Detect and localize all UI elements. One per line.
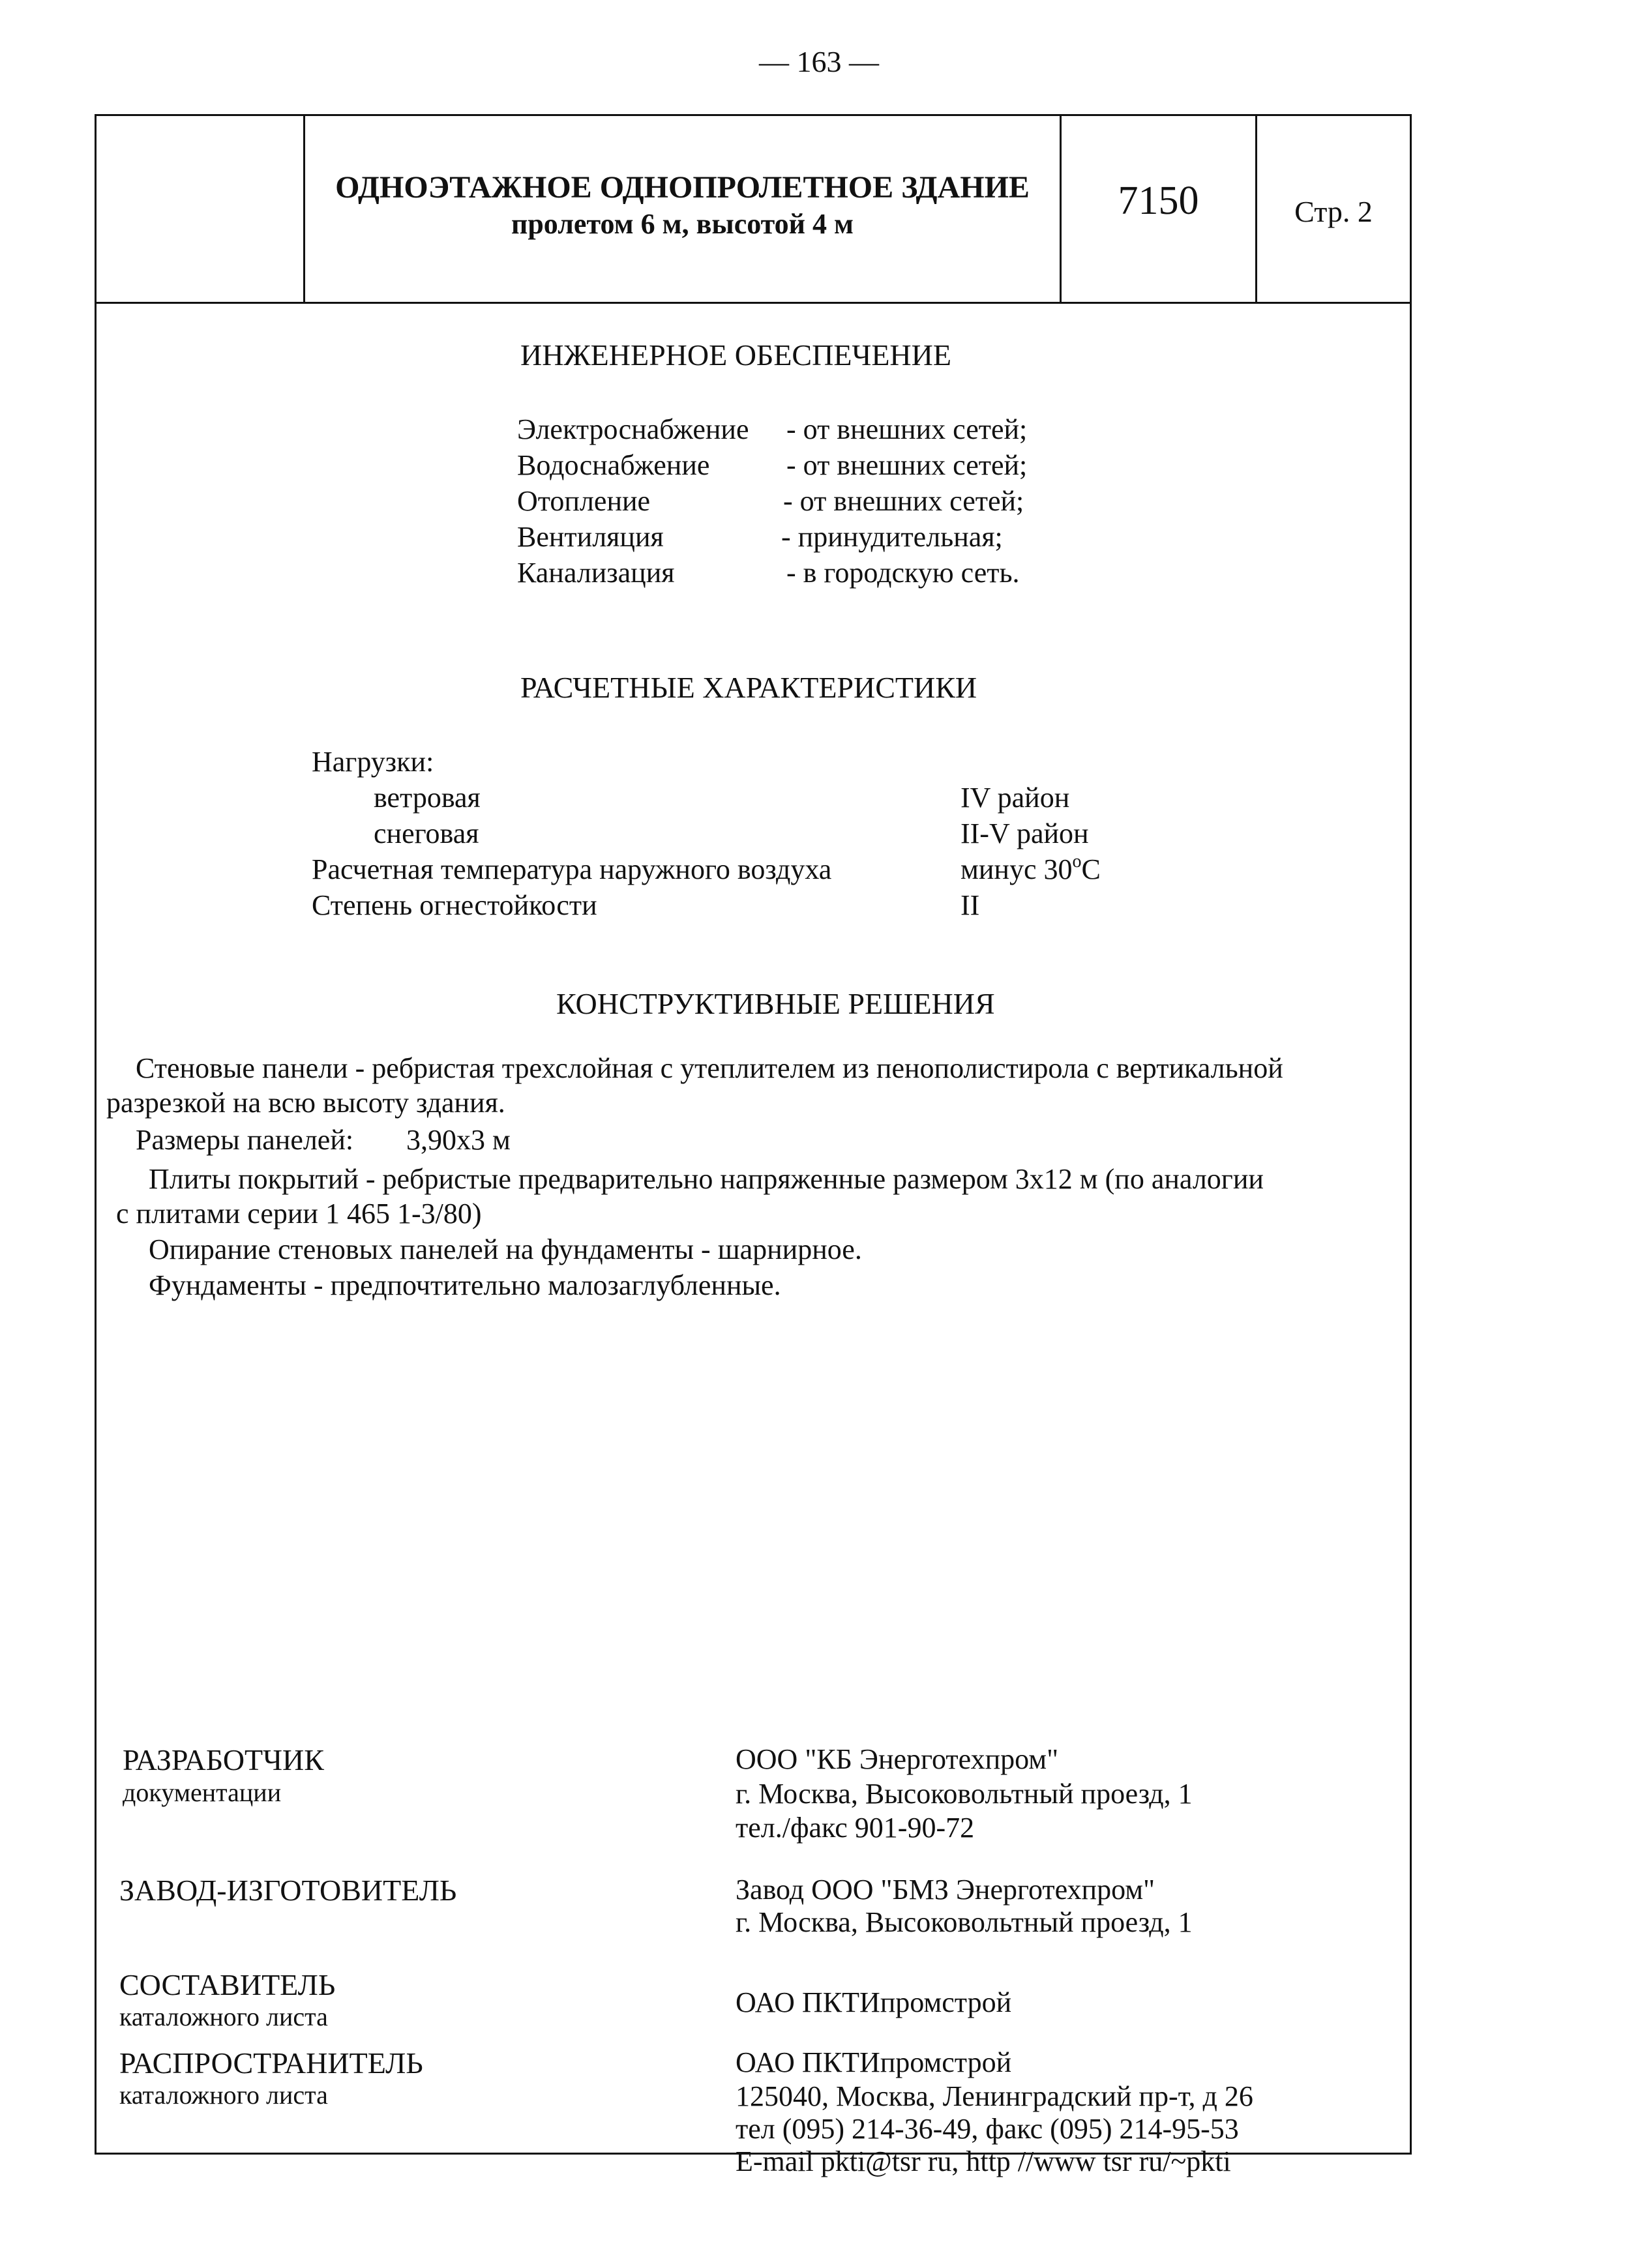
header-empty-cell: [97, 116, 305, 302]
distributor-org: ОАО ПКТИпромстрой: [736, 2046, 1012, 2078]
catalog-sheet: [95, 114, 1412, 2177]
engineering-label-2: Водоснабжение: [517, 449, 710, 481]
snow-value: II-V район: [960, 817, 1089, 849]
engineering-label-1: Электроснабжение: [517, 413, 749, 445]
developer-label: РАЗРАБОТЧИК: [123, 1743, 324, 1776]
loads-label: Нагрузки:: [312, 746, 434, 778]
page-number: — 163 —: [759, 45, 879, 78]
design-slabs-line-1: Плиты покрытий - ребристые предварительно напряженные размером 3х12 м (по аналогии: [149, 1163, 1264, 1195]
temperature-value: [960, 853, 1101, 886]
developer-sublabel: документации: [123, 1778, 282, 1807]
degree-mark: о: [1072, 851, 1082, 872]
distributor-address: 125040, Москва, Ленинградский пр-т, д 26: [736, 2080, 1253, 2112]
engineering-value-1: - от внешних сетей;: [786, 413, 1028, 445]
engineering-value-4: - принудительная;: [781, 521, 1003, 553]
design-walls-line-2: разрезкой на всю высоту здания.: [106, 1087, 505, 1119]
wind-label: ветровая: [374, 782, 481, 814]
header-code-cell: [1062, 116, 1257, 302]
engineering-label-5: Канализация: [517, 557, 675, 589]
fire-resistance-value: II: [960, 889, 980, 921]
sheet-page-label: Стр. 2: [1294, 195, 1373, 228]
engineering-label-4: Вентиляция: [517, 521, 664, 553]
snow-label: снеговая: [374, 817, 479, 849]
developer-phone: тел./факс 901-90-72: [736, 1812, 975, 1844]
wind-value: IV район: [960, 782, 1070, 814]
fire-resistance-label: Степень огнестойкости: [312, 889, 597, 921]
compiler-org: ОАО ПКТИпромстрой: [736, 1986, 1012, 2018]
engineering-value-2: - от внешних сетей;: [786, 449, 1028, 481]
document-subtitle: пролетом 6 м, высотой 4 м: [511, 208, 854, 240]
design-foundations: Фундаменты - предпочтительно малозаглубленные.: [149, 1269, 781, 1301]
plant-address: г. Москва, Высоковольтный проезд, 1: [736, 1906, 1193, 1938]
plant-org: Завод ООО "БМЗ Энерготехпром": [736, 1874, 1155, 1906]
design-heading: КОНСТРУКТИВНЫЕ РЕШЕНИЯ: [556, 987, 995, 1020]
plant-label: ЗАВОД-ИЗГОТОВИТЕЛЬ: [119, 1874, 457, 1907]
engineering-value-5: - в городскую сеть.: [786, 557, 1020, 589]
distributor-label: РАСПРОСТРАНИТЕЛЬ: [119, 2046, 423, 2080]
temperature-unit: С: [1081, 853, 1101, 885]
developer-org: ООО "КБ Энерготехпром": [736, 1743, 1059, 1775]
design-slabs-line-2: с плитами серии 1 465 1-3/80): [116, 1198, 482, 1230]
temperature-label: Расчетная температура наружного воздуха: [312, 853, 832, 885]
design-support: Опирание стеновых панелей на фундаменты - шарнирное.: [149, 1233, 862, 1265]
distributor-web: E-mail pkti@tsr ru, http //www tsr ru/~pkti: [736, 2145, 1231, 2177]
compiler-sublabel: каталожного листа: [119, 2002, 328, 2031]
developer-address: г. Москва, Высоковольтный проезд, 1: [736, 1778, 1193, 1810]
temperature-number: минус 30: [960, 853, 1073, 885]
distributor-sublabel: каталожного листа: [119, 2080, 328, 2110]
document-code: 7150: [1118, 179, 1199, 223]
header-page-cell: [1257, 116, 1410, 302]
document-title: ОДНОЭТАЖНОЕ ОДНОПРОЛЕТНОЕ ЗДАНИЕ: [335, 170, 1030, 205]
design-walls-line-1: Стеновые панели - ребристая трехслойная с утеплителем из пенополистирола с вертикальной: [136, 1052, 1283, 1084]
panel-size-value: 3,90х3 м: [406, 1124, 511, 1156]
distributor-phone: тел (095) 214-36-49, факс (095) 214-95-53: [736, 2113, 1239, 2145]
header-row: [97, 116, 1410, 304]
header-title-cell: [305, 116, 1062, 302]
panel-size-label: Размеры панелей:: [136, 1124, 354, 1156]
compiler-label: СОСТАВИТЕЛЬ: [119, 1968, 336, 2001]
engineering-label-3: Отопление: [517, 485, 651, 517]
engineering-heading: ИНЖЕНЕРНОЕ ОБЕСПЕЧЕНИЕ: [520, 338, 951, 372]
calc-heading: РАСЧЕТНЫЕ ХАРАКТЕРИСТИКИ: [520, 671, 977, 704]
engineering-value-3: - от внешних сетей;: [783, 485, 1024, 517]
